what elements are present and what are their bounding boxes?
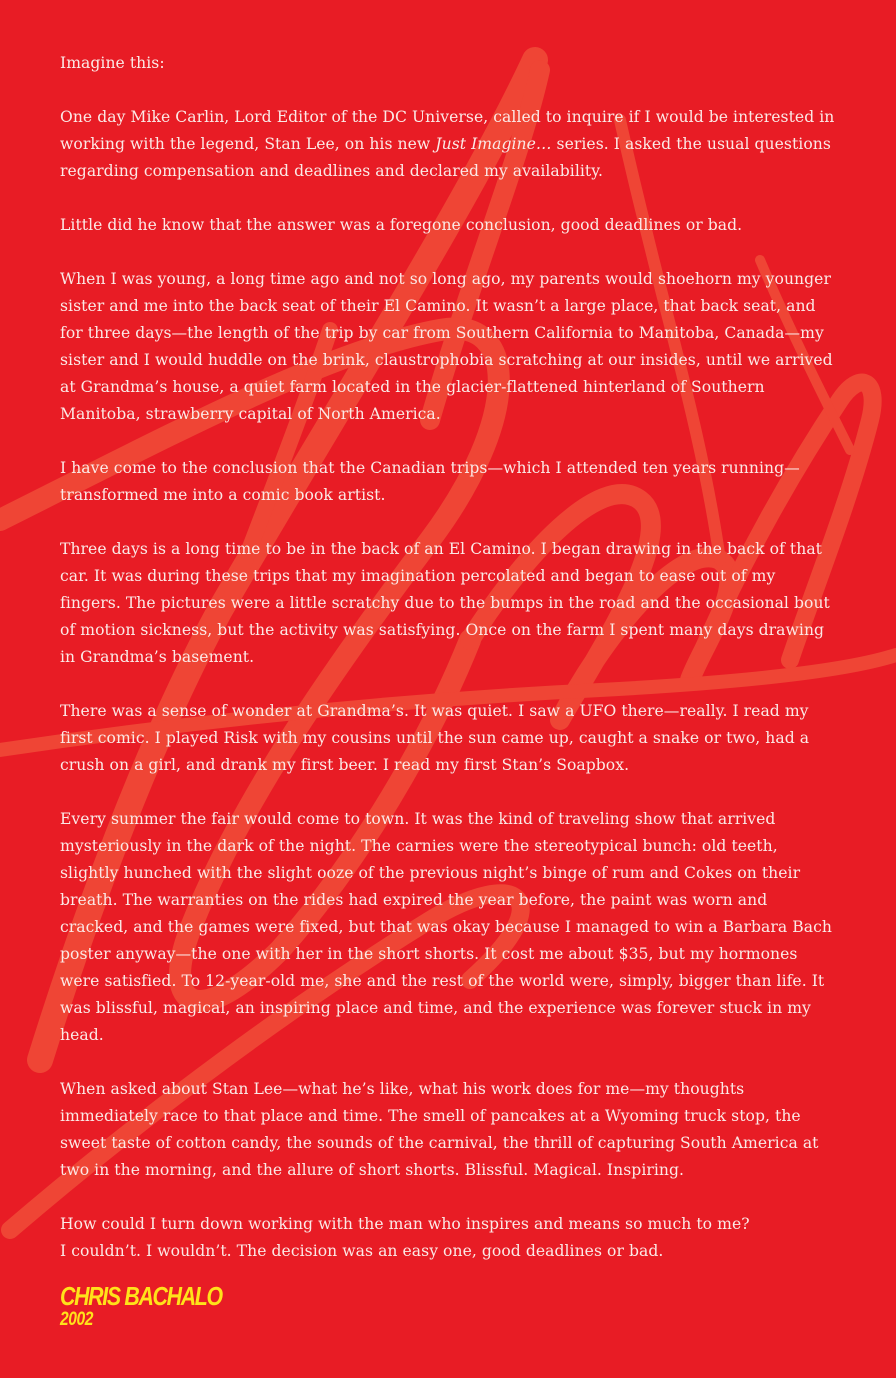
paragraph-10 xyxy=(60,1211,840,1265)
paragraph-4: When I was young, a long time ago and not so long ago, my parents would shoehorn my younger sister and me into the back seat of their El Camino. It wasn’t a large place, that back seat, and for three days—the length of the trip by car from Southern California to Manitoba, Canada—my sister and I would huddle on the brink, claustrophobia scratching at our insides, until we arrived at Grandma’s house, a quiet farm located in the glacier-flattened hinterland of Southern Manitoba, strawberry capital of North America. xyxy=(60,270,833,423)
paragraph-9: When asked about Stan Lee—what he’s like, what his work does for me—my thoughts immediately race to that place and time. The smell of pancakes at a Wyoming truck stop, the sweet taste of cotton candy, the sounds of the carnival, the thrill of capturing South America at two in the morning, and the allure of short shorts. Blissful. Magical. Inspiring. xyxy=(60,1080,819,1179)
paragraph-7: There was a sense of wonder at Grandma’s. It was quiet. I saw a UFO there—really. I read my first comic. I played Risk with my cousins until the sun came up, caught a snake or two, had a crush on a girl, and drank my first beer. I read my first Stan’s Soapbox. xyxy=(60,702,810,774)
paragraph-3: Little did he know that the answer was a foregone conclusion, good deadlines or bad. xyxy=(60,216,743,234)
series-title: Just Imagine… xyxy=(435,135,552,153)
author-signature xyxy=(60,1282,257,1330)
paragraph-2 xyxy=(60,104,840,185)
article-body xyxy=(60,50,840,1292)
author-name: CHRIS BACHALO xyxy=(60,1281,222,1311)
paragraph-10-line-1: How could I turn down working with the man who inspires and means so much to me? xyxy=(60,1215,750,1233)
paragraph-2-text-end: series. I asked the usual questions regarding compensation and deadlines and declared my availability. xyxy=(60,135,831,180)
signature-year: 2002 xyxy=(60,1309,94,1330)
paragraph-8: Every summer the fair would come to town. It was the kind of traveling show that arrived mysteriously in the dark of the night. The carnies were the stereotypical bunch: old teeth, slightly hunched with the slight ooze of the previous night’s binge of rum and Cokes on their breath. The warranties on the rides had expired the year before, the paint was worn and cracked, and the games were fixed, but that was okay because I managed to win a Barbara Bach poster anyway—the one with her in the short shorts. It cost me about $35, but my hormones were satisfied. To 12-year-old me, she and the rest of the world were, simply, bigger than life. It was blissful, magical, an inspiring place and time, and the experience was forever stuck in my head. xyxy=(60,810,832,1044)
paragraph-1: Imagine this: xyxy=(60,54,165,72)
paragraph-5: I have come to the conclusion that the Canadian trips—which I attended ten years running—transformed me into a comic book artist. xyxy=(60,459,800,504)
paragraph-6: Three days is a long time to be in the back of an El Camino. I began drawing in the back of that car. It was during these trips that my imagination percolated and began to ease out of my fingers. The pictures were a little scratchy due to the bumps in the road and the occasional bout of motion sickness, but the activity was satisfying. Once on the farm I spent many days drawing in Grandma’s basement. xyxy=(60,540,830,666)
paragraph-10-line-2: I couldn’t. I wouldn’t. The decision was an easy one, good deadlines or bad. xyxy=(60,1242,664,1260)
paragraph-2-text-start: One day Mike Carlin, Lord Editor of the DC Universe, called to inquire if I would be interested in working with the legend, Stan Lee, on his new xyxy=(60,108,835,153)
